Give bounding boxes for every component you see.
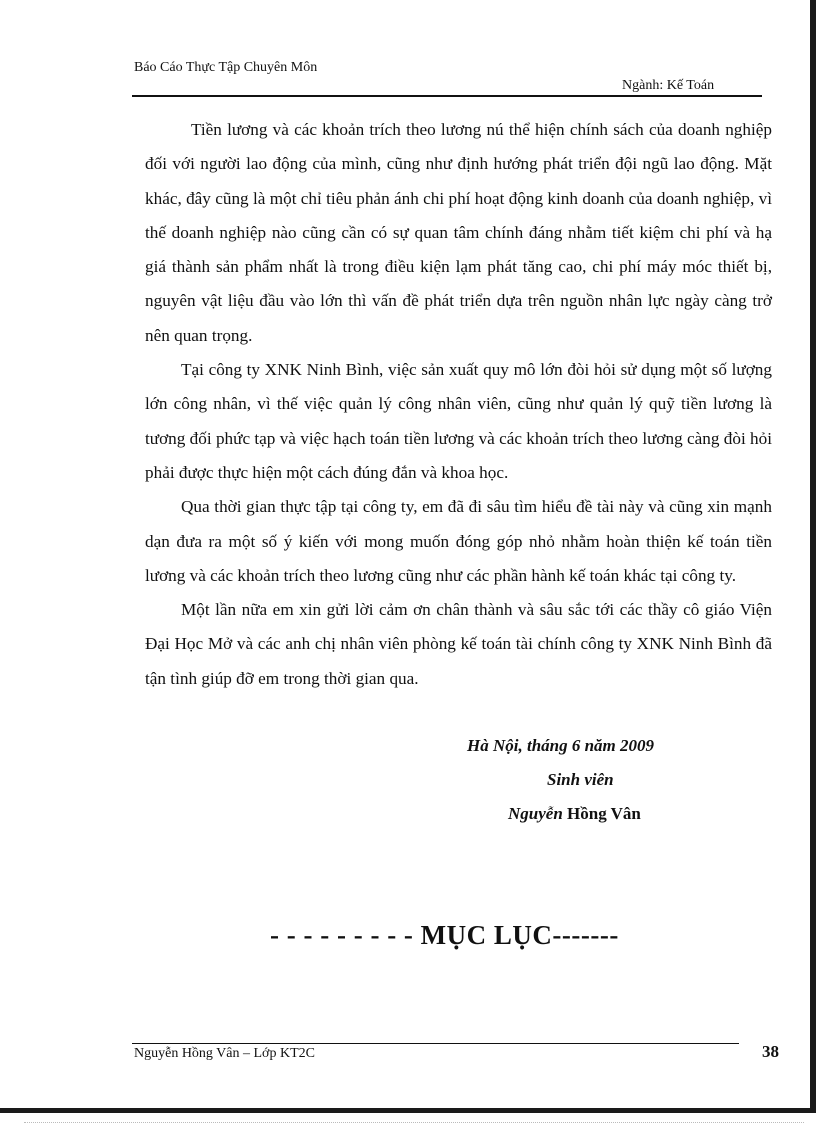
signature-name-given: Hồng Vân xyxy=(562,804,641,823)
paragraph-3: Qua thời gian thực tập tại công ty, em đã đi sâu tìm hiểu đề tài này và cũng xin mạnh dạn đưa ra một số ý kiến với mong muốn đóng góp nhỏ nhằm hoàn thiện kế toán tiền lương và các khoản trích theo lương cũng như các phần hành kế toán khác tại công ty. xyxy=(145,497,772,585)
footer-author: Nguyễn Hồng Vân – Lớp KT2C xyxy=(134,1046,315,1061)
paragraph-1: Tiền lương và các khoản trích theo lương nú thể hiện chính sách của doanh nghiệp đối với người lao động của mình, cũng như định hướng phát triển đội ngũ lao động. Mặt khác, đây cũng là một chỉ tiêu phản ánh chi phí hoạt động kinh doanh của doanh nghiệp, vì thế doanh nghiệp nào cũng cần có sự quan tâm chính đáng nhằm tiết kiệm chi phí và hạ giá thành sản phẩm nhất là trong điều kiện lạm phát tăng cao, chi phí máy móc thiết bị, nguyên vật liệu đầu vào lớn thì vấn đề phát triển dựa trên nguồn nhân lực ngày càng trở nên quan trọng. xyxy=(145,120,772,345)
page-shadow-bottom xyxy=(0,1108,816,1113)
paragraph-2: Tại công ty XNK Ninh Bình, việc sản xuất quy mô lớn đòi hỏi sử dụng một số lượng lớn công nhân, vì thế việc quản lý công nhân viên, cũng như quản lý quỹ tiền lương là tương đối phức tạp và việc hạch toán tiền lương và các khoản trích theo lương càng đòi hỏi phải được thực hiện một cách đúng đắn và khoa học. xyxy=(145,360,772,482)
footer-rule xyxy=(132,1043,739,1044)
paragraph-4: Một lần nữa em xin gửi lời cảm ơn chân thành và sâu sắc tới các thầy cô giáo Viện Đại Học Mở và các anh chị nhân viên phòng kế toán tài chính công ty XNK Ninh Bình đã tận tình giúp đỡ em trong thời gian qua. xyxy=(145,600,772,688)
header-report-title: Báo Cáo Thực Tập Chuyên Môn xyxy=(134,60,318,75)
table-of-contents-heading: - - - - - - - - - MỤC LỤC------- xyxy=(270,920,619,950)
header-major: Ngành: Kế Toán xyxy=(622,78,715,93)
signature-date: Hà Nội, tháng 6 năm 2009 xyxy=(467,736,655,755)
signature-role: Sinh viên xyxy=(547,770,614,789)
body-text xyxy=(145,113,772,696)
page-shadow-right xyxy=(810,0,816,1113)
page-number: 38 xyxy=(762,1042,779,1061)
header-rule xyxy=(132,95,762,97)
signature-name xyxy=(508,804,641,824)
signature-name-family: Nguyễn xyxy=(508,804,563,823)
